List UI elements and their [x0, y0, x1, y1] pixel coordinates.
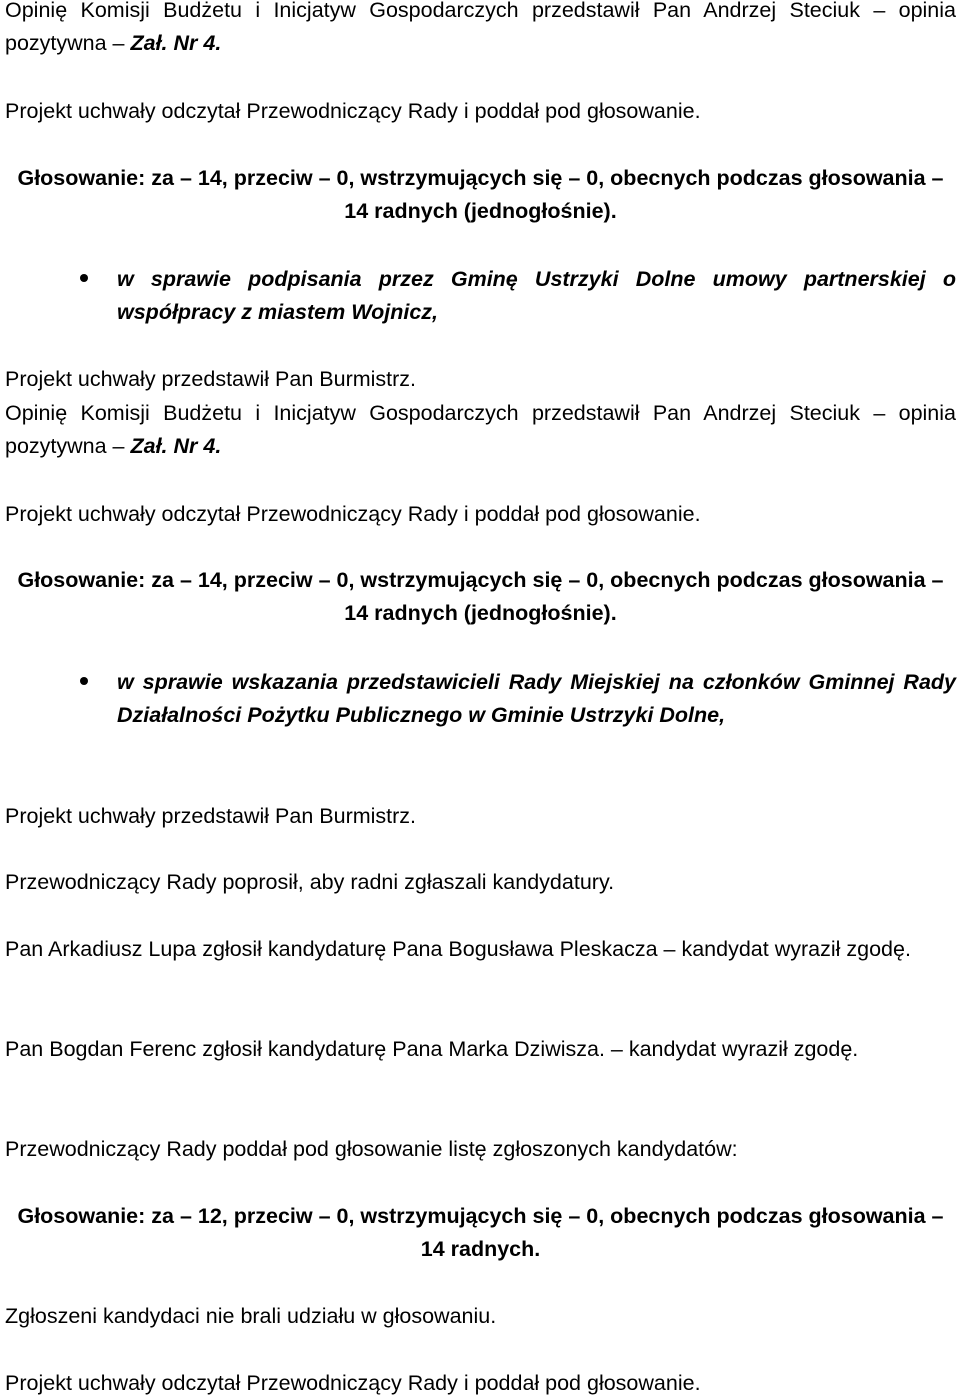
- candidates-request-paragraph: Przewodniczący Rady poprosił, aby radni zgłaszali kandydatury.: [5, 870, 615, 894]
- candidate-nomination-1: Pan Arkadiusz Lupa zgłosił kandydaturę Pana Bogusława Pleskacza – kandydat wyraził zgodę.: [5, 937, 911, 961]
- candidate-nomination-2: Pan Bogdan Ferenc zgłosił kandydaturę Pana Marka Dziwisza. – kandydat wyraził zgodę.: [5, 1037, 859, 1061]
- attachment-reference: Zał. Nr 4.: [130, 31, 222, 55]
- commission-opinion-text-2: Opinię Komisji Budżetu i Inicjatyw Gospodarczych przedstawił Pan Andrzej Steciuk – opinia pozytywna –: [5, 401, 956, 458]
- commission-opinion-paragraph-2: [5, 397, 956, 463]
- resolution-read-paragraph-2: Projekt uchwały odczytał Przewodniczący Rady i poddał pod głosowanie.: [5, 502, 701, 526]
- attachment-reference-2: Zał. Nr 4.: [130, 434, 222, 458]
- vote-result-paragraph-2: Głosowanie: za – 14, przeciw – 0, wstrzymujących się – 0, obecnych podczas głosowania – 14 radnych (jednogłośnie).: [17, 568, 944, 625]
- agenda-item-representatives: w sprawie wskazania przedstawicieli Rady Miejskiej na członków Gminnej Rady Działalności Pożytku Publicznego w Gminie Ustrzyki Dolne,: [117, 670, 956, 727]
- resolution-presented-paragraph-2: Projekt uchwały przedstawił Pan Burmistrz.: [5, 804, 417, 828]
- resolution-presented-paragraph: Projekt uchwały przedstawił Pan Burmistrz.: [5, 367, 417, 391]
- commission-opinion-paragraph: [5, 0, 956, 60]
- resolution-read-paragraph-3: Projekt uchwały odczytał Przewodniczący Rady i poddał pod głosowanie.: [5, 1371, 701, 1395]
- candidates-abstention-note: Zgłoszeni kandydaci nie brali udziału w głosowaniu.: [5, 1304, 497, 1328]
- resolution-read-paragraph: Projekt uchwały odczytał Przewodniczący Rady i poddał pod głosowanie.: [5, 99, 701, 123]
- agenda-item-partnership: w sprawie podpisania przez Gminę Ustrzyki Dolne umowy partnerskiej o współpracy z miastem Wojnicz,: [117, 267, 956, 324]
- bullet-icon: [80, 274, 88, 282]
- vote-result-paragraph: Głosowanie: za – 14, przeciw – 0, wstrzymujących się – 0, obecnych podczas głosowania – 14 radnych (jednogłośnie).: [17, 166, 944, 223]
- candidate-list-vote-paragraph: Przewodniczący Rady poddał pod głosowanie listę zgłoszonych kandydatów:: [5, 1137, 738, 1161]
- vote-result-paragraph-3: Głosowanie: za – 12, przeciw – 0, wstrzymujących się – 0, obecnych podczas głosowania – 14 radnych.: [17, 1204, 944, 1261]
- bullet-icon-2: [80, 677, 88, 685]
- commission-opinion-text: Opinię Komisji Budżetu i Inicjatyw Gospodarczych przedstawił Pan Andrzej Steciuk – opinia pozytywna –: [5, 0, 956, 55]
